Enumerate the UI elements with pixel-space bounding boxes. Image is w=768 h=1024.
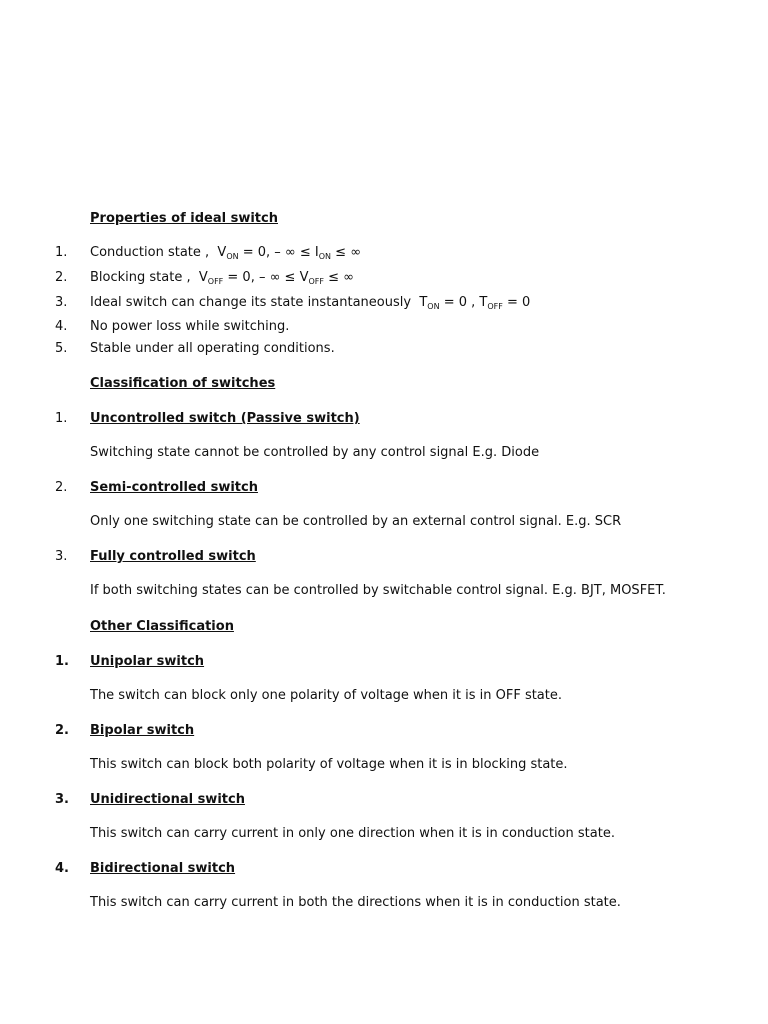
list-text bbox=[90, 295, 530, 311]
list-text bbox=[90, 245, 361, 261]
item-text: Blocking state , bbox=[90, 270, 191, 285]
list-number: 1. bbox=[55, 245, 68, 260]
list-number: 3. bbox=[55, 295, 68, 310]
math-expression: $V_{ON} = 0$, – ∞ ≤ $I_{ON}$ ≤ ∞ bbox=[217, 245, 362, 261]
item-description: This switch can carry current in only one direction when it is in conduction state. bbox=[90, 826, 615, 841]
list-number: 2. bbox=[55, 480, 68, 495]
item-title: Semi-controlled switch bbox=[90, 480, 258, 495]
list-number: 5. bbox=[55, 341, 68, 356]
item-description: This switch can carry current in both the directions when it is in conduction state. bbox=[90, 895, 621, 910]
item-title: Uncontrolled switch (Passive switch) bbox=[90, 411, 360, 426]
item-title: Fully controlled switch bbox=[90, 549, 256, 564]
item-description: The switch can block only one polarity of voltage when it is in OFF state. bbox=[90, 688, 563, 703]
list-number: 3. bbox=[55, 549, 68, 564]
section-heading-properties: Properties of ideal switch bbox=[90, 211, 278, 226]
item-title: Unidirectional switch bbox=[90, 792, 245, 807]
item-description: This switch can block both polarity of voltage when it is in blocking state. bbox=[90, 757, 568, 772]
list-text: Stable under all operating conditions. bbox=[90, 341, 335, 356]
list-number: 2. bbox=[55, 723, 69, 738]
list-number: 3. bbox=[55, 792, 69, 807]
item-title: Unipolar switch bbox=[90, 654, 205, 669]
section-heading-other: Other Classification bbox=[90, 619, 234, 634]
item-text: Conduction state , bbox=[90, 245, 210, 260]
item-title: Bipolar switch bbox=[90, 723, 195, 738]
item-title: Bidirectional switch bbox=[90, 861, 236, 876]
list-number: 4. bbox=[55, 319, 68, 334]
math-expression: $T_{ON} = 0$ , $T_{OFF} = 0$ bbox=[419, 295, 531, 311]
item-description: Switching state cannot be controlled by any control signal E.g. Diode bbox=[90, 445, 540, 460]
item-description: If both switching states can be controlled by switchable control signal. E.g. BJT, MOSFET. bbox=[90, 583, 666, 598]
list-number: 1. bbox=[55, 654, 69, 669]
section-heading-classification: Classification of switches bbox=[90, 376, 276, 391]
list-number: 1. bbox=[55, 411, 68, 426]
math-expression: $V_{OFF} = 0$, – ∞ ≤ $V_{OFF}$ ≤ ∞ bbox=[198, 270, 354, 286]
list-text: No power loss while switching. bbox=[90, 319, 290, 334]
list-number: 2. bbox=[55, 270, 68, 285]
item-description: Only one switching state can be controlled by an external control signal. E.g. SCR bbox=[90, 514, 622, 529]
item-text: Ideal switch can change its state instantaneously bbox=[90, 295, 412, 310]
list-text bbox=[90, 270, 354, 286]
list-number: 4. bbox=[55, 861, 69, 876]
